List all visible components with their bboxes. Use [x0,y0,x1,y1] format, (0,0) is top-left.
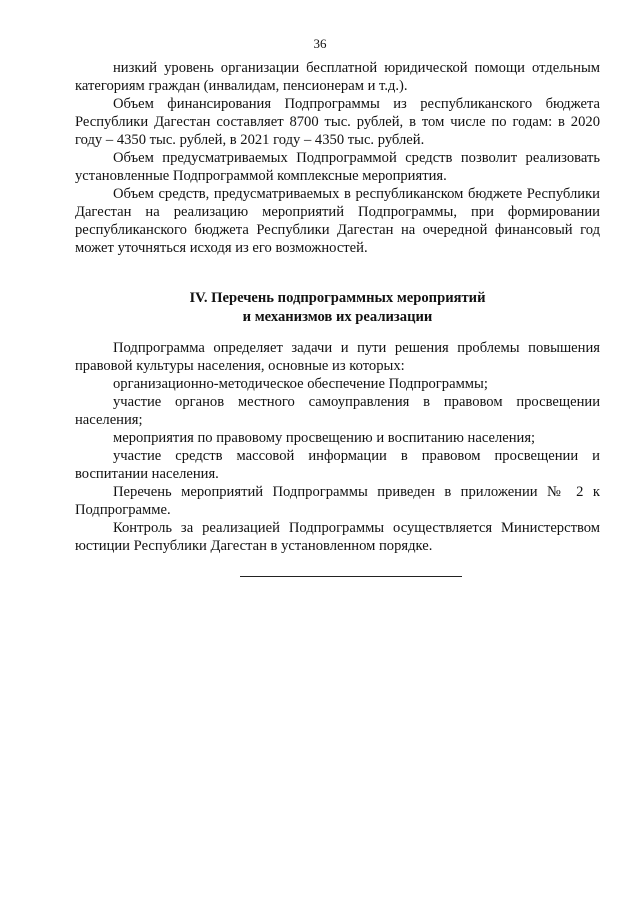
list-item-local-government: участие органов местного самоуправления в правовом просвещении населения; [75,394,600,428]
paragraph-budget-clarification: Объем средств, предусматриваемых в республиканском бюджете Республики Дагестан на реализацию мероприятий Подпрограммы, при формировании республиканского бюджета Республики Дагестан на очередной финансовый год может уточняться исходя из его возможностей. [75,186,600,256]
paragraph-tasks-intro: Подпрограмма определяет задачи и пути решения проблемы повышения правовой культуры населения, основные из которых: [75,340,600,374]
section-heading-line-2: и механизмов их реализации [242,309,433,325]
paragraph-control: Контроль за реализацией Подпрограммы осуществляется Министерством юстиции Республики Дагестан в установленном порядке. [75,520,600,554]
closing-divider-line [240,576,462,577]
list-item-legal-education: мероприятия по правовому просвещению и воспитанию населения; [113,430,536,446]
section-heading-line-1: IV. Перечень подпрограммных мероприятий [189,290,486,306]
paragraph-funds-purpose: Объем предусматриваемых Подпрограммой средств позволит реализовать установленные Подпрограммой комплексные мероприятия. [75,150,600,184]
budget-text-block [75,59,600,257]
paragraph-financing-volume: Объем финансирования Подпрограммы из республиканского бюджета Республики Дагестан составляет 8700 тыс. рублей, в том числе по годам: в 2020 году – 4350 тыс. рублей, в 2021 году – 4350 тыс. рублей. [75,96,600,148]
list-item-methodological-support: организационно-методическое обеспечение Подпрограммы; [113,376,488,392]
section-heading [75,289,600,327]
page-number: 36 [313,36,327,51]
paragraph-legal-aid-level: низкий уровень организации бесплатной юридической помощи отдельным категориям граждан (инвалидам, пенсионерам и т.д.). [75,60,600,94]
paragraph-appendix-reference: Перечень мероприятий Подпрограммы приведен в приложении № 2 к Подпрограмме. [75,484,600,518]
measures-text-block [75,339,600,555]
list-item-mass-media: участие средств массовой информации в правовом просвещении и воспитании населения. [75,448,600,482]
